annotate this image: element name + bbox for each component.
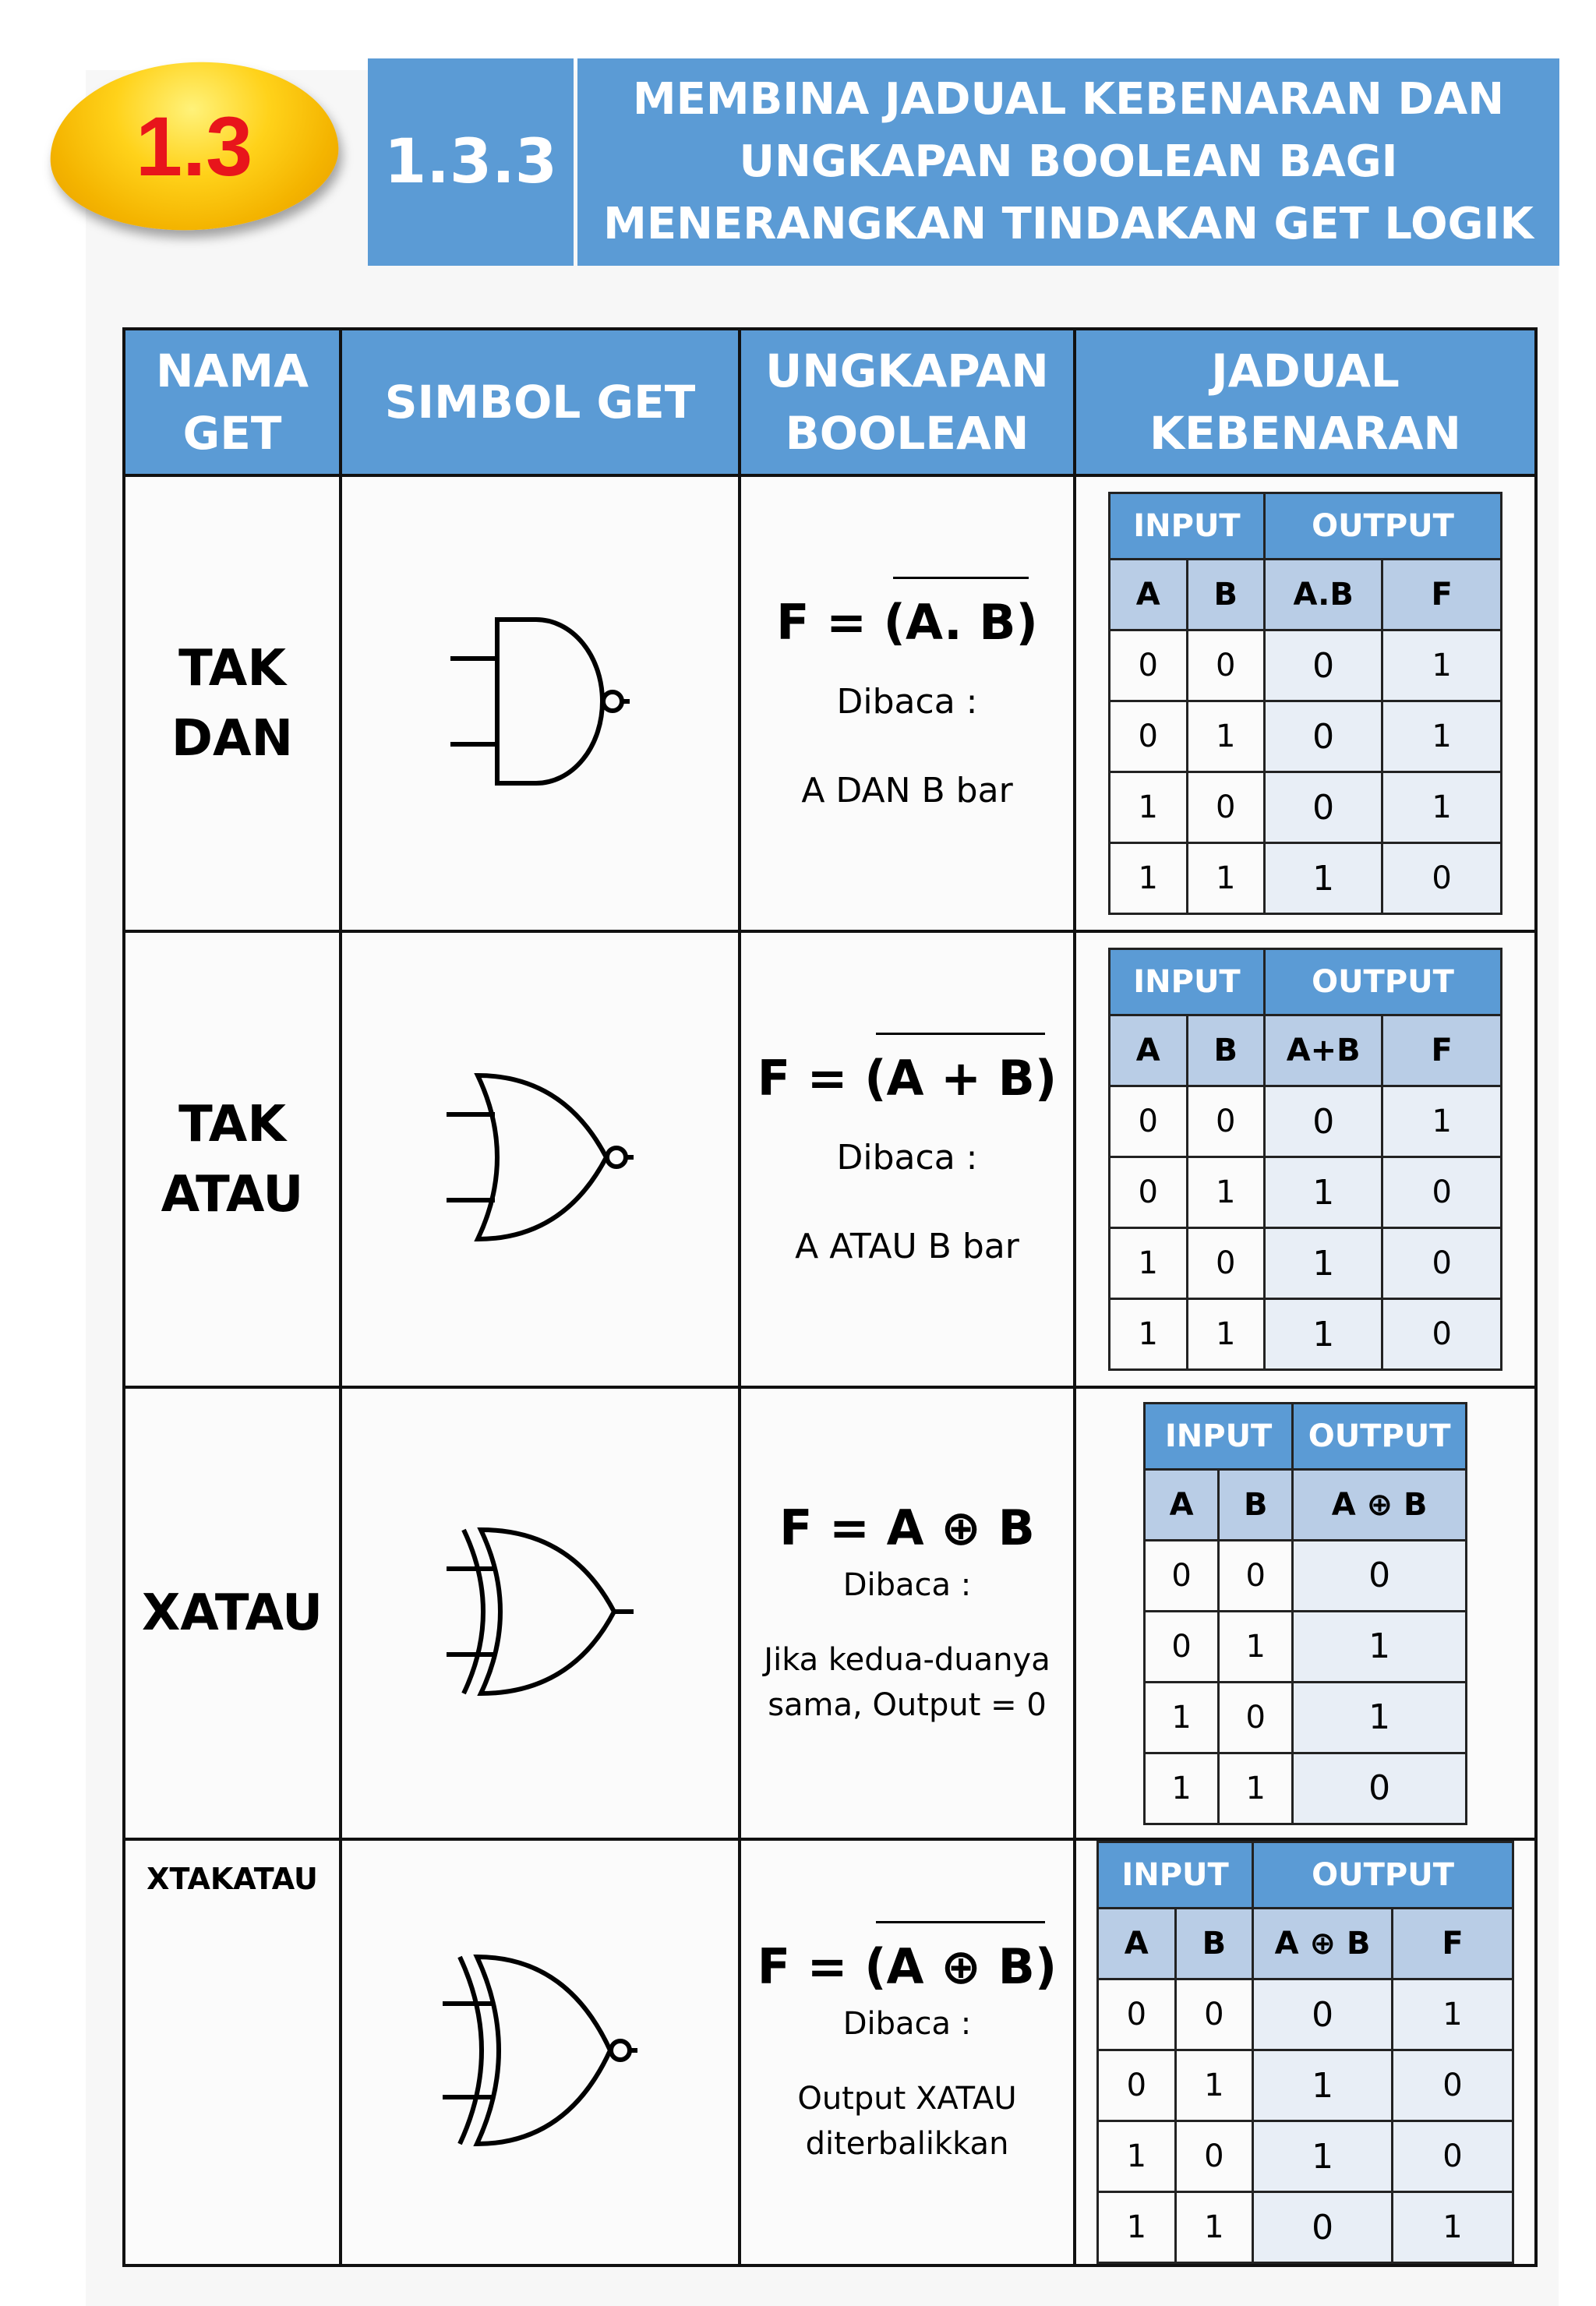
truth-table-cell-value: 1 (1293, 1682, 1467, 1753)
truth-table-cell-value: 0 (1175, 1979, 1253, 2050)
boolean-expression (740, 1839, 1075, 2265)
expression-description: diterbalikkan (805, 2126, 1009, 2162)
nor-gate-icon (447, 1072, 634, 1243)
truth-table-row (1110, 1299, 1502, 1370)
truth-table-row (1110, 949, 1502, 1015)
truth-table-cell-value: 1 (1145, 1753, 1219, 1824)
truth-table-cell-value: 0 (1110, 701, 1188, 772)
truth-table-cell-value: 1 (1382, 1086, 1502, 1157)
nand-gate-icon (450, 616, 630, 787)
logic-gate-table (122, 327, 1538, 2267)
truth-table-cell-value: 1 (1253, 2050, 1393, 2121)
truth-table-cell-value: 1 (1110, 1299, 1188, 1370)
truth-table-cell-value: F (1382, 1015, 1502, 1086)
title-line: UNGKAPAN BOOLEAN BAGI (739, 136, 1398, 187)
truth-table-cell-value: 1 (1265, 1299, 1382, 1370)
truth-table-cell-value: 1 (1175, 2050, 1253, 2121)
truth-table-cell-value: 0 (1187, 630, 1265, 701)
truth-table-cell-value: 0 (1187, 1086, 1265, 1157)
truth-table-cell-value: 1 (1265, 1228, 1382, 1299)
truth-table-xor (1143, 1402, 1467, 1825)
truth-table-cell-value: INPUT (1098, 1842, 1253, 1909)
truth-table-cell-value: 0 (1382, 1157, 1502, 1228)
truth-table-row (1098, 1842, 1513, 1909)
truth-table-cell-value: 0 (1145, 1611, 1219, 1682)
truth-table-cell-value: 0 (1219, 1682, 1293, 1753)
xnor-gate-symbol (341, 1839, 740, 2265)
truth-table-cell-value: A (1110, 560, 1188, 630)
truth-table-cell-value: OUTPUT (1265, 949, 1502, 1015)
truth-table-cell-value: A (1110, 1015, 1188, 1086)
column-header-expression: UNGKAPAN BOOLEAN (740, 329, 1075, 475)
truth-table-cell-value: 0 (1393, 2121, 1513, 2192)
truth-table-cell-value: 1 (1219, 1753, 1293, 1824)
truth-table-cell-value: 0 (1265, 772, 1382, 843)
truth-table-cell-value: B (1187, 1015, 1265, 1086)
truth-table-cell-value: 0 (1265, 630, 1382, 701)
truth-table-cell-value: 0 (1265, 1086, 1382, 1157)
truth-table-nand (1108, 492, 1502, 915)
truth-table-cell-value: 1 (1393, 2192, 1513, 2263)
truth-table-cell-value: A+B (1265, 1015, 1382, 1086)
truth-table-cell-value: A ⊕ B (1253, 1909, 1393, 1979)
expression-description: Output XATAU (797, 2081, 1017, 2117)
gate-row-nand (124, 475, 1536, 931)
title-line: MENERANGKAN TINDAKAN GET LOGIK (603, 199, 1534, 249)
truth-table-row (1098, 1979, 1513, 2050)
truth-table-row (1145, 1403, 1467, 1469)
truth-table-row (1145, 1753, 1467, 1824)
truth-table-row (1110, 1228, 1502, 1299)
truth-table-cell-value: 1 (1219, 1611, 1293, 1682)
gate-name: TAK ATAU (124, 931, 341, 1387)
truth-table-cell-value: 1 (1253, 2121, 1393, 2192)
truth-table-cell-value: 1 (1110, 1228, 1188, 1299)
truth-table-cell-value: 0 (1098, 1979, 1176, 2050)
header-row (124, 329, 1536, 475)
formula: F = A ⊕ B (779, 1499, 1035, 1556)
section-badge-label: 1.3 (135, 99, 253, 194)
column-header-truth-table: JADUAL KEBENARAN (1075, 329, 1536, 475)
truth-table-cell-value: 1 (1382, 630, 1502, 701)
truth-table-cell-value: 1 (1175, 2192, 1253, 2263)
truth-table-cell-value: 0 (1265, 701, 1382, 772)
truth-table-row (1110, 1157, 1502, 1228)
truth-table-row (1110, 560, 1502, 630)
truth-table-row (1110, 1015, 1502, 1086)
subsection-number: 1.3.3 (368, 58, 574, 266)
truth-table-cell-value: B (1175, 1909, 1253, 1979)
truth-table-cell-value: 0 (1393, 2050, 1513, 2121)
column-header-name: NAMA GET (124, 329, 341, 475)
title-line: MEMBINA JADUAL KEBENARAN DAN (632, 74, 1505, 125)
truth-table-row (1110, 630, 1502, 701)
truth-table-row (1098, 1909, 1513, 1979)
dibaca-label: Dibaca : (836, 1137, 978, 1178)
truth-table-cell-value: 0 (1382, 1299, 1502, 1370)
truth-table-cell-value: 1 (1187, 843, 1265, 914)
truth-table-row (1145, 1611, 1467, 1682)
nor-gate-symbol (341, 931, 740, 1387)
truth-table-cell-value: 1 (1098, 2192, 1176, 2263)
page-title (577, 58, 1559, 266)
truth-table-xnor (1096, 1841, 1514, 2264)
truth-table-cell-value: 1 (1098, 2121, 1176, 2192)
dibaca-label: Dibaca : (842, 1566, 972, 1603)
formula: F = (A. B) (776, 593, 1038, 651)
gate-name: TAK DAN (124, 475, 341, 931)
truth-table-row (1098, 2192, 1513, 2263)
truth-table-cell (1075, 1387, 1536, 1839)
truth-table-cell-value: 0 (1293, 1540, 1467, 1611)
truth-table-cell-value: INPUT (1145, 1403, 1293, 1469)
nand-gate-symbol (341, 475, 740, 931)
truth-table-cell-value: 1 (1187, 1299, 1265, 1370)
truth-table-cell-value: 1 (1187, 701, 1265, 772)
truth-table-cell-value: 1 (1382, 772, 1502, 843)
truth-table-cell-value: 1 (1145, 1682, 1219, 1753)
truth-table-cell-value: INPUT (1110, 493, 1265, 560)
xor-gate-icon (447, 1526, 634, 1697)
formula: F = (A ⊕ B) (757, 1938, 1058, 1995)
truth-table-cell-value: 1 (1110, 772, 1188, 843)
truth-table-nor (1108, 948, 1502, 1371)
truth-table-cell-value: F (1393, 1909, 1513, 1979)
truth-table-cell-value: 0 (1110, 1157, 1188, 1228)
truth-table-cell-value: 0 (1253, 2192, 1393, 2263)
truth-table-cell-value: 0 (1187, 772, 1265, 843)
truth-table-cell-value: 1 (1393, 1979, 1513, 2050)
truth-table-row (1110, 843, 1502, 914)
truth-table-cell-value: 1 (1187, 1157, 1265, 1228)
expression-description: A ATAU B bar (795, 1226, 1019, 1266)
dibaca-label: Dibaca : (836, 681, 978, 722)
truth-table-cell-value: B (1219, 1469, 1293, 1540)
truth-table-cell-value: 0 (1382, 1228, 1502, 1299)
truth-table-row (1110, 772, 1502, 843)
gate-row-xnor (124, 1839, 1536, 2265)
truth-table-row (1145, 1469, 1467, 1540)
expression-description: sama, Output = 0 (768, 1686, 1047, 1723)
truth-table-cell-value: OUTPUT (1253, 1842, 1513, 1909)
truth-table-cell-value: A.B (1265, 560, 1382, 630)
truth-table-cell-value: 0 (1145, 1540, 1219, 1611)
truth-table-row (1145, 1540, 1467, 1611)
boolean-expression (740, 931, 1075, 1387)
truth-table-cell-value: INPUT (1110, 949, 1265, 1015)
truth-table-row (1145, 1682, 1467, 1753)
truth-table-cell-value: 1 (1265, 843, 1382, 914)
truth-table-cell-value: 0 (1253, 1979, 1393, 2050)
truth-table-cell-value: 0 (1175, 2121, 1253, 2192)
xnor-gate-icon (443, 1953, 637, 2148)
truth-table-row (1110, 493, 1502, 560)
truth-table-cell-value: A (1145, 1469, 1219, 1540)
truth-table-cell-value: 0 (1219, 1540, 1293, 1611)
truth-table-cell-value: A (1098, 1909, 1176, 1979)
truth-table-cell-value: 0 (1382, 843, 1502, 914)
truth-table-cell-value: 1 (1382, 701, 1502, 772)
truth-table-cell-value: 0 (1098, 2050, 1176, 2121)
xor-gate-symbol (341, 1387, 740, 1839)
truth-table-cell (1075, 475, 1536, 931)
boolean-expression (740, 1387, 1075, 1839)
truth-table-cell-value: A ⊕ B (1293, 1469, 1467, 1540)
truth-table-cell-value: OUTPUT (1293, 1403, 1467, 1469)
expression-description: Jika kedua-duanya (764, 1641, 1050, 1678)
boolean-expression (740, 475, 1075, 931)
gate-row-xor (124, 1387, 1536, 1839)
truth-table-cell (1075, 1839, 1536, 2265)
truth-table-row (1110, 1086, 1502, 1157)
truth-table-cell-value: B (1187, 560, 1265, 630)
truth-table-cell-value: 0 (1110, 1086, 1188, 1157)
gate-name: XATAU (124, 1387, 341, 1839)
truth-table-row (1110, 701, 1502, 772)
formula: F = (A + B) (757, 1049, 1058, 1107)
truth-table-cell-value: 1 (1265, 1157, 1382, 1228)
gate-row-nor (124, 931, 1536, 1387)
truth-table-cell-value: 1 (1110, 843, 1188, 914)
truth-table-cell-value: F (1382, 560, 1502, 630)
column-header-symbol: SIMBOL GET (341, 329, 740, 475)
truth-table-cell (1075, 931, 1536, 1387)
truth-table-cell-value: 0 (1110, 630, 1188, 701)
truth-table-cell-value: 0 (1293, 1753, 1467, 1824)
truth-table-cell-value: 1 (1293, 1611, 1467, 1682)
dibaca-label: Dibaca : (842, 2006, 972, 2042)
truth-table-row (1098, 2121, 1513, 2192)
truth-table-row (1098, 2050, 1513, 2121)
truth-table-cell-value: OUTPUT (1265, 493, 1502, 560)
gate-name: XTAKATAU (124, 1839, 341, 2265)
expression-description: A DAN B bar (801, 770, 1013, 810)
truth-table-cell-value: 0 (1187, 1228, 1265, 1299)
